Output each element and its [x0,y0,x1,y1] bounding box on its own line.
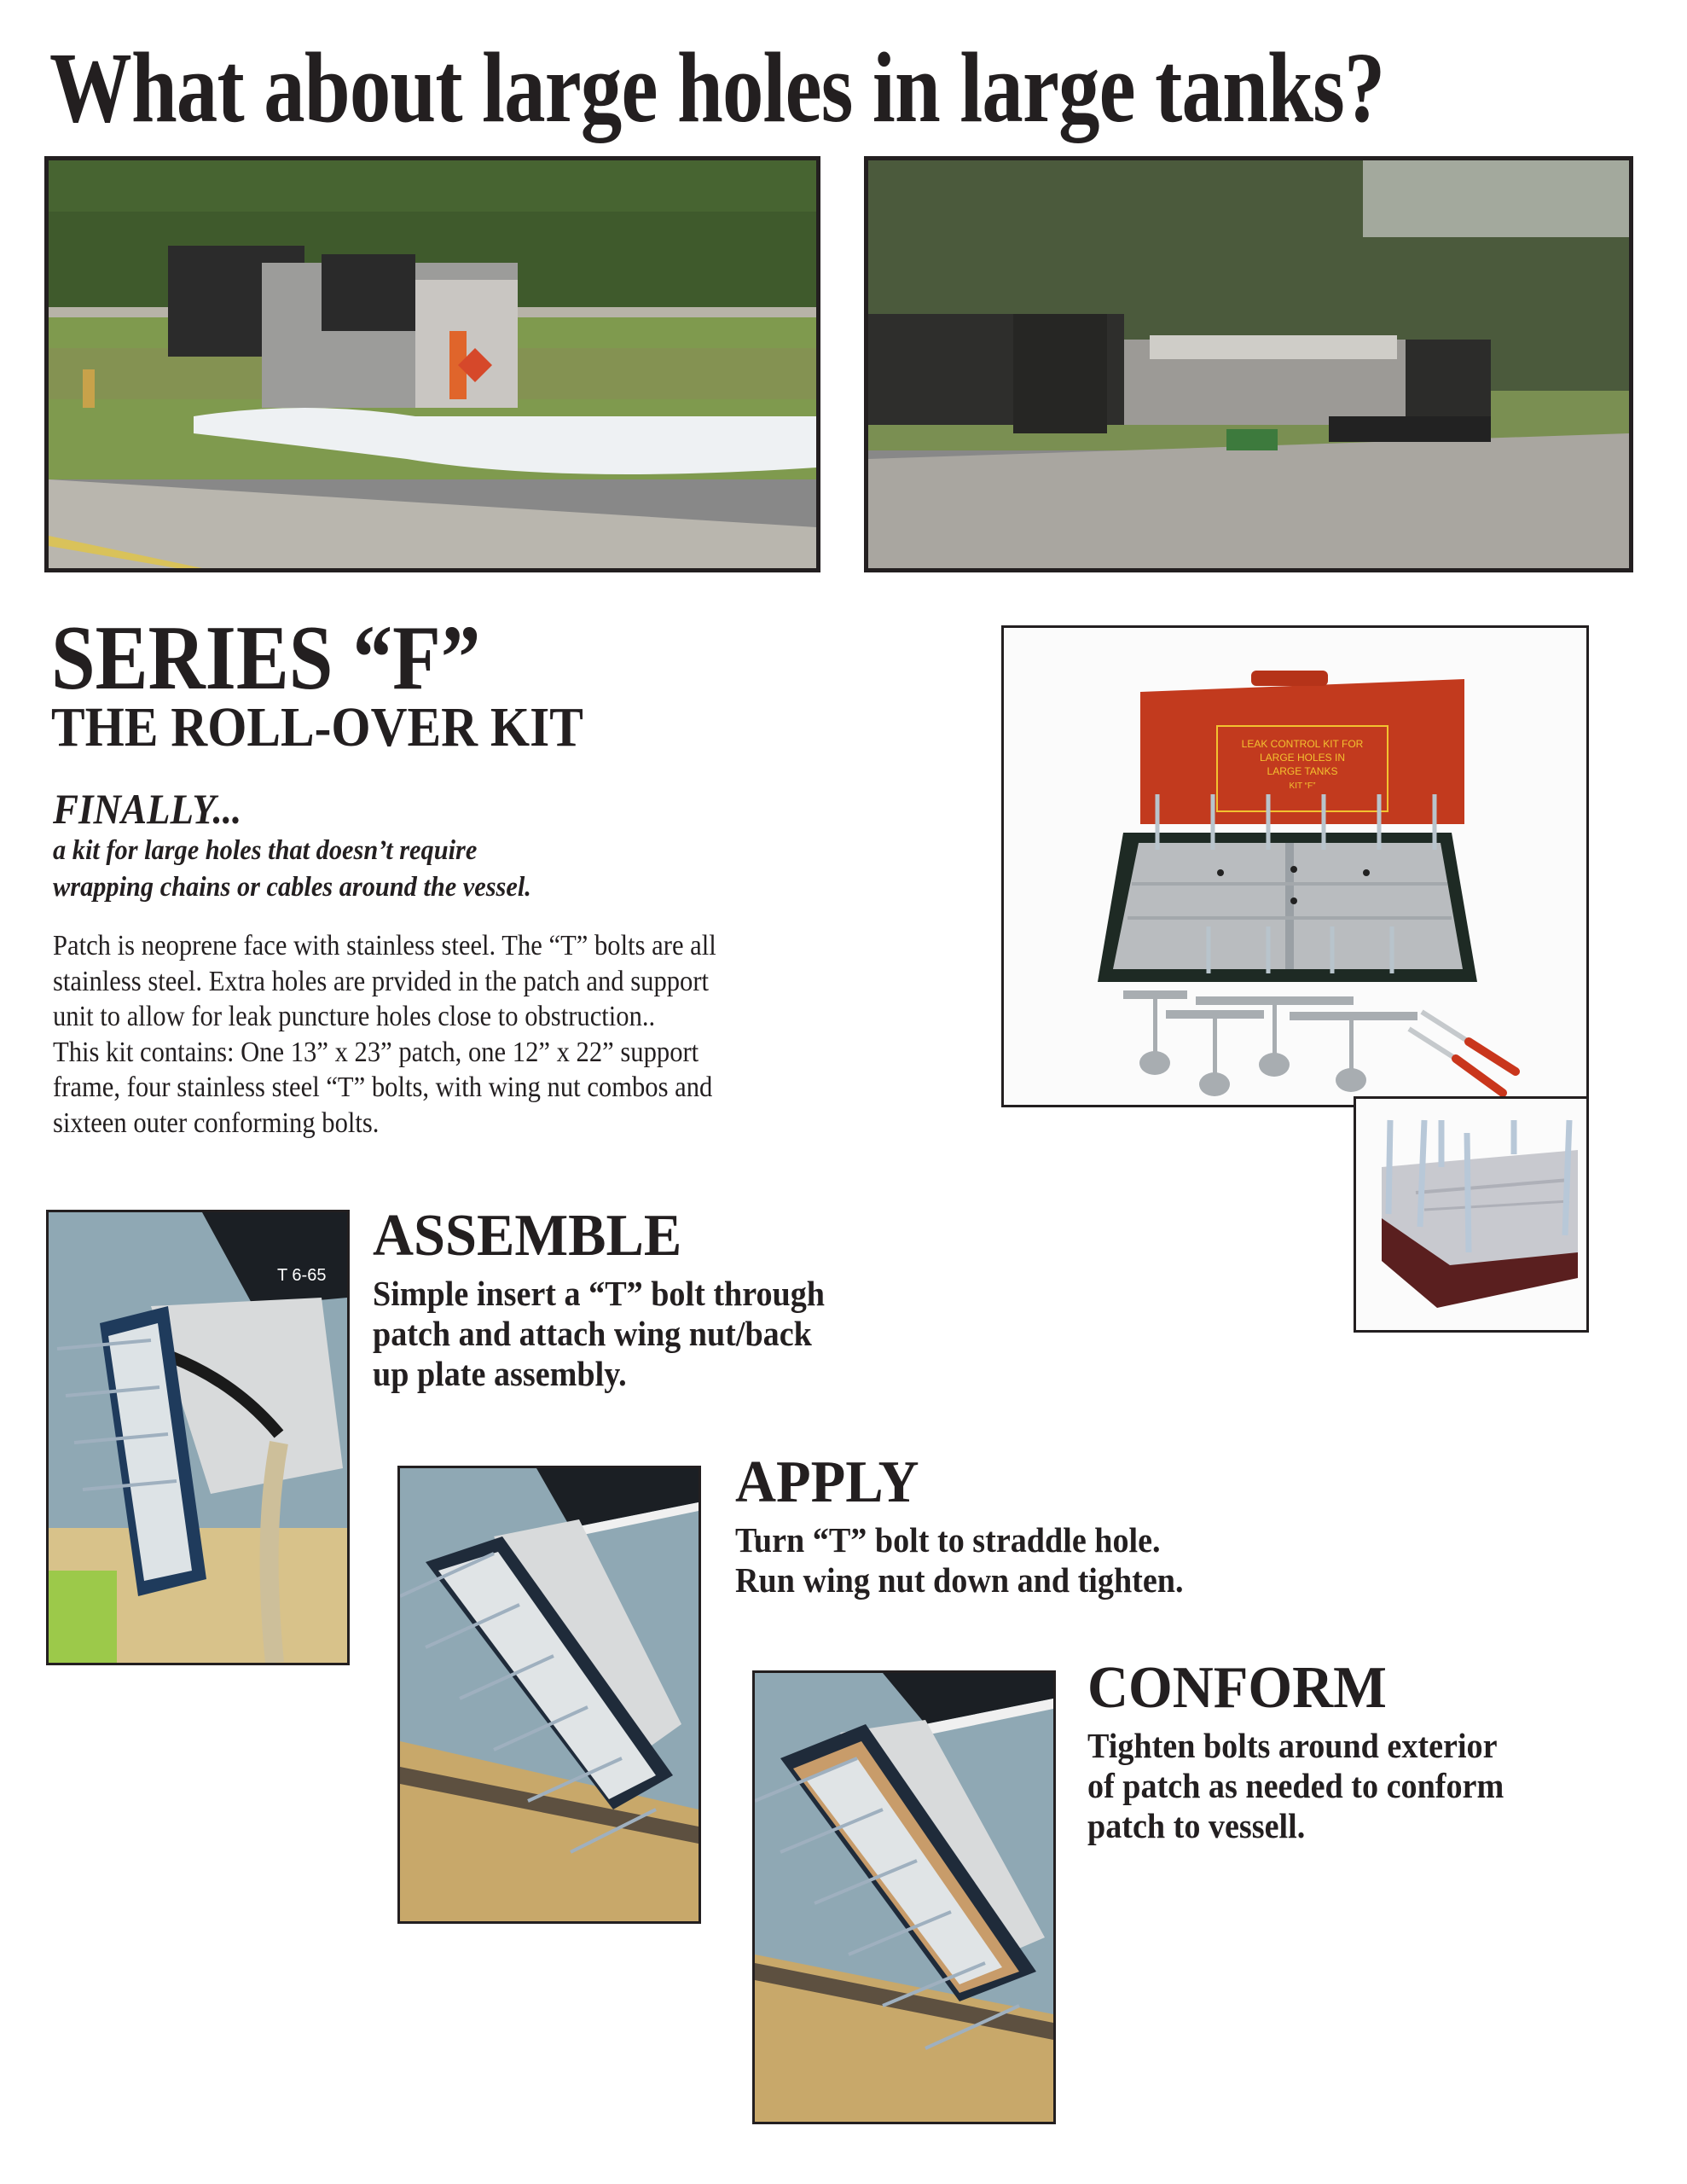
tagline-line: wrapping chains or cables around the vessel. [53,872,531,903]
step-description-line: up plate assembly. [373,1354,627,1393]
step-description-line: Run wing nut down and tighten. [735,1560,1184,1600]
apply-photo-image [400,1468,699,1921]
kit-case-label-line: LEAK CONTROL KIT FOR [1241,738,1364,750]
assemble-photo [46,1210,350,1665]
step-description-line: Simple insert a “T” bolt through [373,1274,826,1313]
step-description-line: patch and attach wing nut/back [373,1314,812,1353]
step-heading: APPLY [735,1449,919,1515]
kit-case-label-line: LARGE TANKS [1267,765,1338,777]
description-line: frame, four stainless steel “T” bolts, with wing nut combos and [53,1072,713,1103]
step-heading: CONFORM [1087,1655,1387,1721]
finally-heading: FINALLY... [53,785,242,833]
tank-marking: T 6-65 [277,1266,327,1285]
rollover-photo-1 [44,156,820,572]
step-conform [1087,1655,1535,1846]
description-line: unit to allow for leak puncture holes close to obstruction.. [53,1001,656,1032]
step-description [373,1274,825,1394]
assemble-photo-image [49,1212,347,1663]
rollover-photo-2-image [868,160,1629,568]
step-description-line: Tighten bolts around exterior [1087,1726,1498,1765]
conform-photo [752,1670,1056,2124]
rollover-photo-1-image [49,160,816,568]
tagline [53,833,531,906]
description-line: sixteen outer conforming bolts. [53,1107,380,1139]
description-line: Patch is neoprene face with stainless steel. The “T” bolts are all [53,930,716,961]
step-description-line: Turn “T” bolt to straddle hole. [735,1520,1161,1560]
step-heading: ASSEMBLE [373,1203,682,1269]
description-line: stainless steel. Extra holes are prvided in the patch and support [53,965,710,997]
step-apply [735,1449,1217,1600]
kit-case-label-line: LARGE HOLES IN [1259,752,1346,764]
tagline-line: a kit for large holes that doesn’t require [53,835,478,866]
page-headline: What about large holes in large tanks? [49,32,1385,143]
conform-photo-image [755,1673,1053,2122]
kit-case-label-line: KIT “F” [1289,781,1316,791]
kit-name: THE ROLL-OVER KIT [51,696,583,758]
kit-corner-inset-image [1356,1099,1586,1330]
apply-photo [397,1466,701,1924]
step-description-line: patch to vessell. [1087,1806,1306,1845]
step-description [1087,1726,1504,1846]
series-title: SERIES “F” [51,607,481,709]
step-description [735,1520,1184,1600]
product-description [53,928,716,1141]
kit-photo-image [1004,628,1586,1105]
kit-corner-inset-photo [1354,1096,1589,1333]
kit-photo [1001,625,1589,1107]
step-description-line: of patch as needed to conform [1087,1766,1504,1805]
rollover-photo-2 [864,156,1633,572]
step-assemble [373,1205,859,1394]
description-line: This kit contains: One 13” x 23” patch, one 12” x 22” support [53,1036,699,1068]
